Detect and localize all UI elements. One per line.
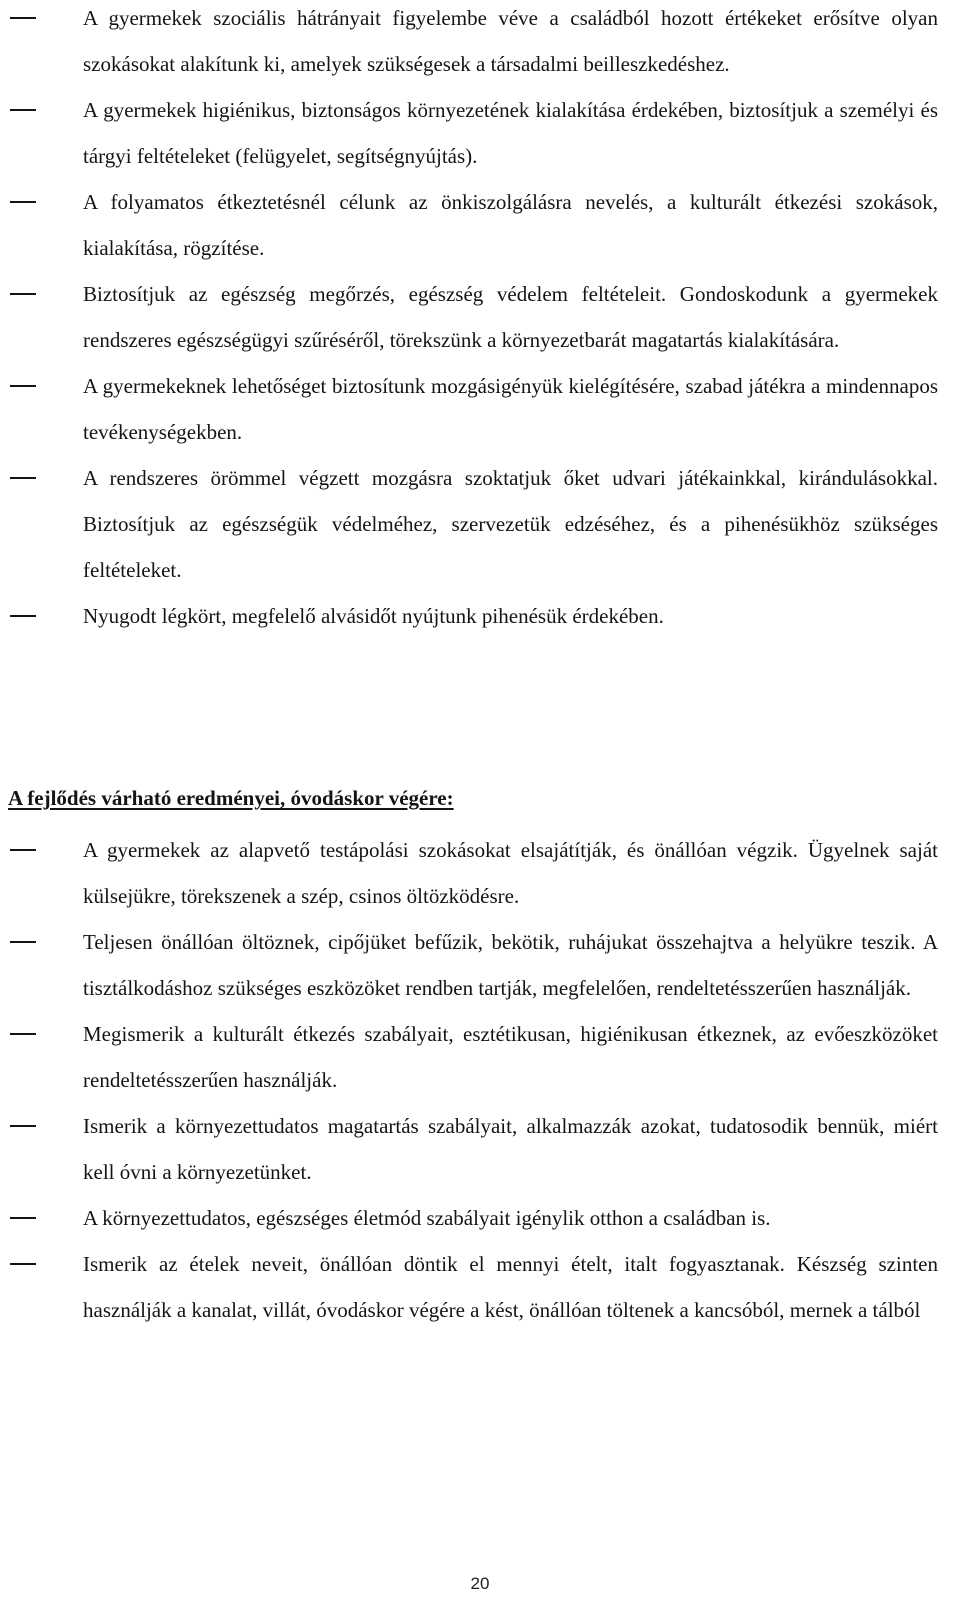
list-item [8, 1103, 938, 1195]
dash-bullet-icon [10, 615, 36, 617]
dash-bullet-icon [10, 109, 36, 111]
dash-bullet-icon [10, 1033, 36, 1035]
list-item-text: Megismerik a kulturált étkezés szabályait, esztétikusan, higiénikusan étkeznek, az evőeszközöket rendeltetésszerűen használják. [83, 1022, 938, 1092]
dash-bullet-icon [10, 293, 36, 295]
list-item [8, 455, 938, 593]
list-item-text: A gyermekek az alapvető testápolási szokásokat elsajátítják, és önállóan végzik. Ügyelnek saját külsejükre, törekszenek a szép, csinos öltözködésre. [83, 838, 938, 908]
dash-bullet-icon [10, 385, 36, 387]
dash-bullet-icon [10, 477, 36, 479]
list-item [8, 827, 938, 919]
list-item-text: A rendszeres örömmel végzett mozgásra szoktatjuk őket udvari játékainkkal, kirándulásokkal. Biztosítjuk az egészségük védelméhez, szervezetük edzéséhez, és a pihenésükhöz szükséges feltételeket. [83, 466, 938, 582]
bullet-list-bottom [8, 827, 938, 1333]
list-item-text: Ismerik az ételek neveit, önállóan döntik el mennyi ételt, italt fogyasztanak. Készség szinten használják a kanalat, villát, óvodáskor végére a kést, önállóan töltenek a kancsóból, mernek a tálból [83, 1252, 938, 1322]
list-item-text: Teljesen önállóan öltöznek, cipőjüket befűzik, bekötik, ruhájukat összehajtva a helyükre teszik. A tisztálkodáshoz szükséges eszközöket rendben tartják, megfelelően, rendeltetésszerűen használják. [83, 930, 938, 1000]
dash-bullet-icon [10, 849, 36, 851]
list-item [8, 919, 938, 1011]
section-heading: A fejlődés várható eredményei, óvodáskor végére: [8, 786, 454, 810]
dash-bullet-icon [10, 941, 36, 943]
dash-bullet-icon [10, 1125, 36, 1127]
list-item [8, 87, 938, 179]
bullet-list-top [8, 0, 938, 639]
dash-bullet-icon [10, 17, 36, 19]
list-item-text: Nyugodt légkört, megfelelő alvásidőt nyújtunk pihenésük érdekében. [83, 604, 664, 628]
list-item [8, 593, 938, 639]
list-item [8, 1011, 938, 1103]
list-item [8, 179, 938, 271]
dash-bullet-icon [10, 1263, 36, 1265]
list-item-text: A gyermekeknek lehetőséget biztosítunk mozgásigényük kielégítésére, szabad játékra a mindennapos tevékenységekben. [83, 374, 938, 444]
list-item [8, 1195, 938, 1241]
list-item [8, 0, 938, 87]
list-item [8, 271, 938, 363]
list-item [8, 1241, 938, 1333]
list-item-text: A gyermekek higiénikus, biztonságos környezetének kialakítása érdekében, biztosítjuk a személyi és tárgyi feltételeket (felügyelet, segítségnyújtás). [83, 98, 938, 168]
list-item-text: A gyermekek szociális hátrányait figyelembe véve a családból hozott értékeket erősítve olyan szokásokat alakítunk ki, amelyek szükségesek a társadalmi beilleszkedéshez. [83, 6, 938, 76]
list-item-text: Biztosítjuk az egészség megőrzés, egészség védelem feltételeit. Gondoskodunk a gyermekek rendszeres egészségügyi szűréséről, törekszünk a környezetbarát magatartás kialakítására. [83, 282, 938, 352]
dash-bullet-icon [10, 201, 36, 203]
list-item-text: Ismerik a környezettudatos magatartás szabályait, alkalmazzák azokat, tudatosodik bennük, miért kell óvni a környezetünket. [83, 1114, 938, 1184]
dash-bullet-icon [10, 1217, 36, 1219]
page-number: 20 [470, 1574, 490, 1593]
list-item-text: A folyamatos étkeztetésnél célunk az önkiszolgálásra nevelés, a kulturált étkezési szokások, kialakítása, rögzítése. [83, 190, 938, 260]
list-item-text: A környezettudatos, egészséges életmód szabályait igénylik otthon a családban is. [83, 1206, 771, 1230]
list-item [8, 363, 938, 455]
